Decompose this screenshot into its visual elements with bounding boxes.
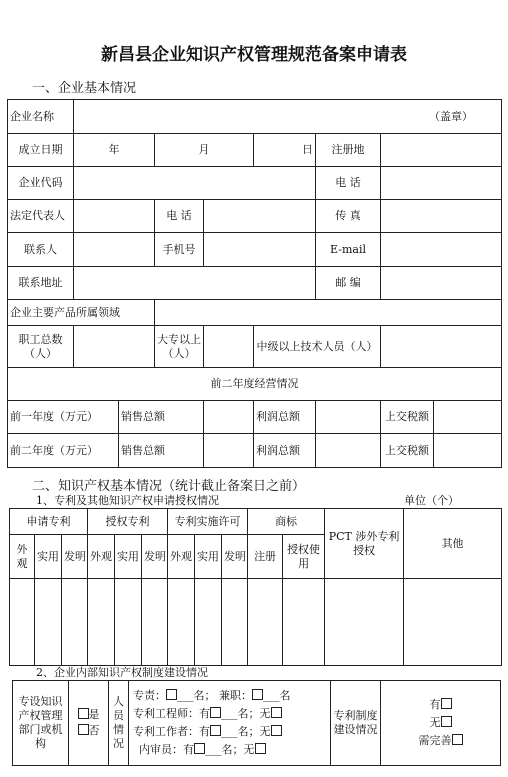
cell-pct[interactable] (325, 579, 404, 666)
parttime-tail: 名 (279, 689, 291, 702)
reviewer-have: 有 (183, 743, 194, 756)
fulltime-label: 专责： (133, 689, 166, 702)
cell-license-invention[interactable] (222, 579, 248, 666)
unit-label: 单位（个） (404, 494, 459, 507)
engineer-tail: 名； (237, 707, 260, 720)
prev1-profit-label: 利润总额 (254, 401, 316, 434)
worker-label: 专利工作者： (133, 725, 199, 738)
grant-utility: 实用 (115, 535, 142, 579)
reg-place-field[interactable] (381, 134, 502, 167)
contact-field[interactable] (74, 233, 155, 267)
day-label: 日 (254, 134, 316, 167)
license-design: 外观 (168, 535, 195, 579)
grant-design: 外观 (88, 535, 115, 579)
system-have-label: 有 (429, 698, 441, 711)
checkbox-icon[interactable] (452, 734, 463, 745)
reviewer-tail: 名； (221, 743, 244, 756)
contact-label: 联系人 (8, 233, 74, 267)
prev1-profit-field[interactable] (316, 401, 381, 434)
fulltime-tail: 名； (193, 689, 216, 702)
staff-total-field[interactable] (74, 326, 155, 368)
cell-license-utility[interactable] (195, 579, 222, 666)
dept-yes-label: 是 (88, 708, 100, 721)
system-improve-label: 需完善 (418, 734, 452, 747)
checkbox-icon[interactable] (271, 725, 282, 736)
cell-apply-invention[interactable] (62, 579, 88, 666)
legal-rep-field[interactable] (74, 200, 155, 233)
reviewer-label: 内审员： (139, 743, 183, 756)
established-label: 成立日期 (8, 134, 74, 167)
apply-header: 申请专利 (10, 509, 88, 535)
engineer-none: 无 (259, 707, 271, 720)
staff-label: 人员情况 (109, 681, 129, 766)
prev2-sales-label: 销售总额 (119, 434, 204, 468)
dept-no-label: 否 (88, 724, 100, 737)
grant-header: 授权专利 (88, 509, 168, 535)
cell-other[interactable] (404, 579, 502, 666)
engineer-have: 有 (199, 707, 210, 720)
mid-tech-label: 中级以上技术人员（人） (254, 326, 381, 368)
section-1-heading: 一、企业基本情况 (32, 81, 137, 96)
license-header: 专利实施许可 (168, 509, 248, 535)
checkbox-icon[interactable] (252, 689, 263, 700)
mobile-field[interactable] (204, 233, 316, 267)
company-code-field[interactable] (74, 167, 316, 200)
apply-utility: 实用 (35, 535, 62, 579)
basic-info-table (7, 99, 502, 468)
prev1-tax-field[interactable] (434, 401, 502, 434)
prev2-sales-field[interactable] (204, 434, 254, 468)
license-utility: 实用 (195, 535, 222, 579)
license-invention: 发明 (222, 535, 248, 579)
checkbox-icon[interactable] (78, 724, 89, 735)
worker-have: 有 (199, 725, 210, 738)
prev2-tax-label: 上交税额 (381, 434, 434, 468)
parttime-label: 兼职： (219, 689, 252, 702)
address-label: 联系地址 (8, 267, 74, 300)
prev1-tax-label: 上交税额 (381, 401, 434, 434)
checkbox-icon[interactable] (271, 707, 282, 718)
prev2-profit-label: 利润总额 (254, 434, 316, 468)
tm-registered: 注册 (248, 535, 283, 579)
apply-design: 外观 (10, 535, 35, 579)
staff-total-label: 职工总数（人） (8, 326, 74, 368)
ip-stats-table (9, 508, 502, 666)
postcode-field[interactable] (381, 267, 502, 300)
apply-invention: 发明 (62, 535, 88, 579)
prev2-label: 前二年度（万元） (8, 434, 119, 468)
checkbox-icon[interactable] (210, 725, 221, 736)
year-label: 年 (74, 134, 155, 167)
worker-none: 无 (259, 725, 271, 738)
dept-label: 专设知识产权管理部门或机构 (13, 681, 69, 766)
checkbox-icon[interactable] (441, 716, 452, 727)
reg-place-label: 注册地 (316, 134, 381, 167)
phone-field[interactable] (381, 167, 502, 200)
month-label: 月 (155, 134, 254, 167)
pct-header: PCT 涉外专利授权 (325, 509, 404, 579)
grant-invention: 发明 (142, 535, 168, 579)
system-label: 专利制度建设情况 (331, 681, 381, 766)
cell-license-design[interactable] (168, 579, 195, 666)
mgmt-table (12, 680, 501, 766)
prev1-sales-field[interactable] (204, 401, 254, 434)
checkbox-icon[interactable] (78, 708, 89, 719)
reviewer-none: 无 (243, 743, 255, 756)
prev2-tax-field[interactable] (434, 434, 502, 468)
staff-details: 专责： ___名； 兼职： ___名 专利工程师：有 ___名；无 专利工作者：有 ___名；无 内审员：有 ___名；无 (129, 681, 331, 766)
college-label: 大专以上（人） (155, 326, 204, 368)
checkbox-icon[interactable] (210, 707, 221, 718)
system-none-label: 无 (429, 716, 441, 729)
trademark-header: 商标 (248, 509, 325, 535)
section-2-heading: 二、知识产权基本情况（统计截止备案日之前） (32, 479, 306, 494)
phone-label: 电 话 (316, 167, 381, 200)
cell-apply-design[interactable] (10, 579, 35, 666)
cell-grant-invention[interactable] (142, 579, 168, 666)
legal-rep-label: 法定代表人 (8, 200, 74, 233)
company-name-label: 企业名称 (8, 100, 74, 134)
fax-field[interactable] (381, 200, 502, 233)
prev2-profit-field[interactable] (316, 434, 381, 468)
cell-grant-design[interactable] (88, 579, 115, 666)
worker-tail: 名； (237, 725, 260, 738)
checkbox-icon[interactable] (166, 689, 177, 700)
ops-header: 前二年度经营情况 (8, 368, 502, 401)
fax-label: 传 真 (316, 200, 381, 233)
checkbox-icon[interactable] (194, 743, 205, 754)
page-title: 新昌县企业知识产权管理规范备案申请表 (101, 45, 407, 65)
cell-grant-utility[interactable] (115, 579, 142, 666)
other-header: 其他 (404, 509, 502, 579)
tm-auth-use: 授权使用 (283, 535, 325, 579)
phone2-field[interactable] (204, 200, 316, 233)
cell-apply-utility[interactable] (35, 579, 62, 666)
mobile-label: 手机号 (155, 233, 204, 267)
address-field[interactable] (74, 267, 316, 300)
main-field-label: 企业主要产品所属领域 (8, 300, 155, 326)
main-field-field[interactable] (155, 300, 502, 326)
cell-tm-registered[interactable] (248, 579, 283, 666)
mid-tech-field[interactable] (381, 326, 502, 368)
postcode-label: 邮 编 (316, 267, 381, 300)
email-label: E-mail (316, 233, 381, 267)
email-field[interactable] (381, 233, 502, 267)
checkbox-icon[interactable] (255, 743, 266, 754)
prev1-label: 前一年度（万元） (8, 401, 119, 434)
company-code-label: 企业代码 (8, 167, 74, 200)
checkbox-icon[interactable] (441, 698, 452, 709)
engineer-label: 专利工程师： (133, 707, 199, 720)
company-name-field[interactable]: （盖章） (74, 100, 502, 134)
system-options (381, 681, 501, 766)
ip-sub1-heading: 1、专利及其他知识产权申请授权情况 (36, 494, 219, 507)
phone2-label: 电 话 (155, 200, 204, 233)
prev1-sales-label: 销售总额 (119, 401, 204, 434)
mgmt-sub2-heading: 2、企业内部知识产权制度建设情况 (36, 666, 208, 679)
college-field[interactable] (204, 326, 254, 368)
cell-tm-auth-use[interactable] (283, 579, 325, 666)
dept-options (69, 681, 109, 766)
